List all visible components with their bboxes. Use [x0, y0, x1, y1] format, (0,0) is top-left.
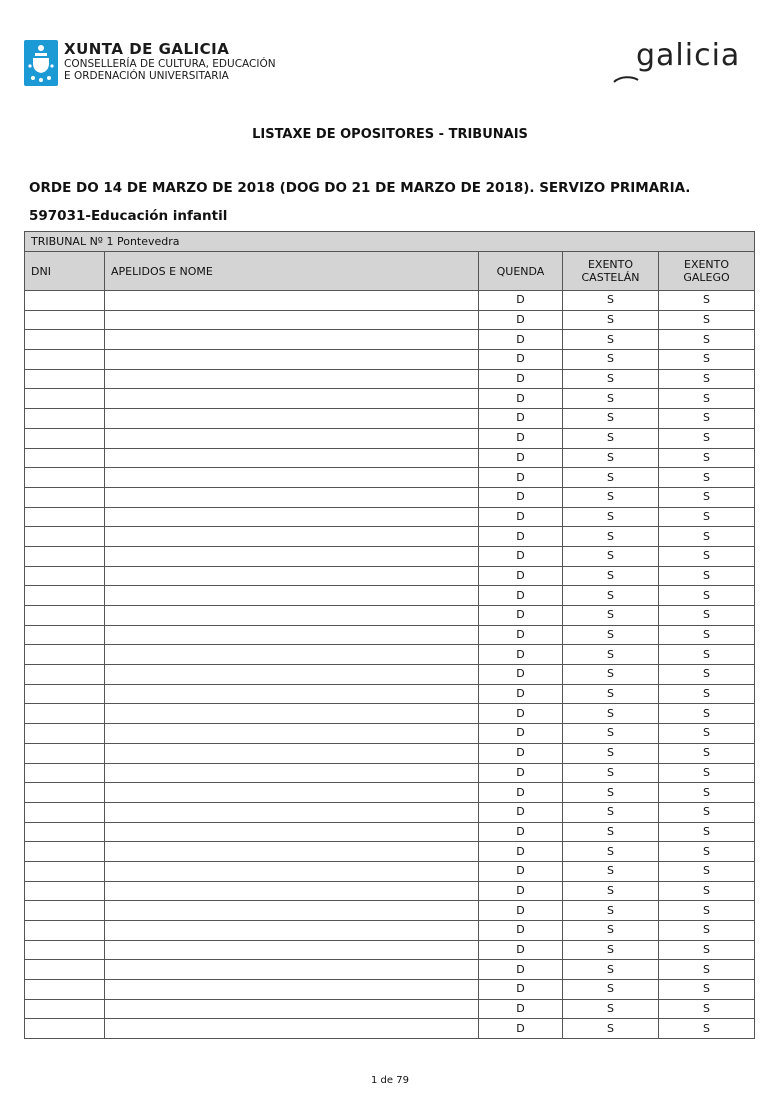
- exento-galego-cell: S: [659, 310, 755, 330]
- exento-galego-cell: S: [659, 960, 755, 980]
- exento-galego-cell: S: [659, 665, 755, 685]
- name-cell: [105, 527, 479, 547]
- quenda-cell: D: [479, 527, 563, 547]
- exento-castelan-cell: S: [563, 625, 659, 645]
- exento-castelan-cell: S: [563, 1019, 659, 1039]
- quenda-cell: D: [479, 566, 563, 586]
- exento-galego-cell: S: [659, 1019, 755, 1039]
- dni-cell: [25, 881, 105, 901]
- table-row: [25, 409, 755, 429]
- exento-castelan-cell: S: [563, 566, 659, 586]
- exento-galego-cell: S: [659, 724, 755, 744]
- exento-galego-cell: S: [659, 409, 755, 429]
- exento-galego-cell: S: [659, 645, 755, 665]
- exento-castelan-cell: S: [563, 921, 659, 941]
- exento-galego-cell: S: [659, 999, 755, 1019]
- dni-cell: [25, 606, 105, 626]
- table-row: [25, 645, 755, 665]
- name-cell: [105, 921, 479, 941]
- exento-castelan-cell: S: [563, 310, 659, 330]
- quenda-cell: D: [479, 507, 563, 527]
- exento-castelan-cell: S: [563, 940, 659, 960]
- name-cell: [105, 468, 479, 488]
- exento-galego-cell: S: [659, 842, 755, 862]
- name-cell: [105, 901, 479, 921]
- exento-galego-cell: S: [659, 684, 755, 704]
- exento-castelan-cell: S: [563, 645, 659, 665]
- col-header-name: APELIDOS E NOME: [105, 252, 479, 291]
- dni-cell: [25, 861, 105, 881]
- quenda-cell: D: [479, 684, 563, 704]
- exento-castelan-cell: S: [563, 448, 659, 468]
- table-row: [25, 291, 755, 311]
- exento-castelan-cell: S: [563, 822, 659, 842]
- opositores-table: [24, 231, 755, 1039]
- exento-castelan-cell: S: [563, 546, 659, 566]
- quenda-cell: D: [479, 822, 563, 842]
- quenda-cell: D: [479, 369, 563, 389]
- dni-cell: [25, 783, 105, 803]
- name-cell: [105, 291, 479, 311]
- quenda-cell: D: [479, 546, 563, 566]
- dni-cell: [25, 369, 105, 389]
- quenda-cell: D: [479, 901, 563, 921]
- table-row: [25, 980, 755, 1000]
- exento-galego-cell: S: [659, 527, 755, 547]
- table-row: [25, 350, 755, 370]
- quenda-cell: D: [479, 330, 563, 350]
- exento-castelan-cell: S: [563, 783, 659, 803]
- galicia-brand-logo: [610, 36, 760, 86]
- exento-castelan-cell: S: [563, 606, 659, 626]
- table-row: [25, 901, 755, 921]
- name-cell: [105, 566, 479, 586]
- quenda-cell: D: [479, 606, 563, 626]
- dni-cell: [25, 999, 105, 1019]
- quenda-cell: D: [479, 350, 563, 370]
- exento-castelan-cell: S: [563, 704, 659, 724]
- dni-cell: [25, 409, 105, 429]
- exento-galego-cell: S: [659, 901, 755, 921]
- name-cell: [105, 330, 479, 350]
- dni-cell: [25, 822, 105, 842]
- col-header-dni: DNI: [25, 252, 105, 291]
- name-cell: [105, 999, 479, 1019]
- name-cell: [105, 625, 479, 645]
- exento-castelan-cell: S: [563, 743, 659, 763]
- dni-cell: [25, 527, 105, 547]
- table-row: [25, 428, 755, 448]
- name-cell: [105, 409, 479, 429]
- exento-castelan-cell: S: [563, 980, 659, 1000]
- exento-castelan-cell: S: [563, 527, 659, 547]
- col-header-exento-castelan: [563, 252, 659, 291]
- table-row: [25, 802, 755, 822]
- table-row: [25, 625, 755, 645]
- dni-cell: [25, 704, 105, 724]
- quenda-cell: D: [479, 1019, 563, 1039]
- exento-galego-cell: S: [659, 940, 755, 960]
- table-row: [25, 507, 755, 527]
- dni-cell: [25, 389, 105, 409]
- exento-castelan-cell: S: [563, 369, 659, 389]
- tribunal-row: [25, 232, 755, 252]
- quenda-cell: D: [479, 645, 563, 665]
- quenda-cell: D: [479, 802, 563, 822]
- quenda-cell: D: [479, 921, 563, 941]
- name-cell: [105, 842, 479, 862]
- table-row: [25, 527, 755, 547]
- exento-castelan-cell: S: [563, 291, 659, 311]
- exento-galego-cell: S: [659, 566, 755, 586]
- exento-galego-cell: S: [659, 822, 755, 842]
- table-header-row: [25, 252, 755, 291]
- table-row: [25, 960, 755, 980]
- order-title: ORDE DO 14 DE MARZO DE 2018 (DOG DO 21 DE MARZO DE 2018). SERVIZO PRIMARIA.: [29, 180, 691, 196]
- exento-castelan-cell: S: [563, 999, 659, 1019]
- table-row: [25, 606, 755, 626]
- name-cell: [105, 960, 479, 980]
- dni-cell: [25, 350, 105, 370]
- name-cell: [105, 802, 479, 822]
- name-cell: [105, 507, 479, 527]
- quenda-cell: D: [479, 763, 563, 783]
- table-row: [25, 684, 755, 704]
- table-row: [25, 310, 755, 330]
- exento-castelan-cell: S: [563, 861, 659, 881]
- table-row: [25, 763, 755, 783]
- dni-cell: [25, 802, 105, 822]
- exento-castelan-cell: S: [563, 409, 659, 429]
- quenda-cell: D: [479, 940, 563, 960]
- dni-cell: [25, 546, 105, 566]
- name-cell: [105, 389, 479, 409]
- name-cell: [105, 783, 479, 803]
- exento-castelan-cell: S: [563, 428, 659, 448]
- exento-galego-cell: S: [659, 704, 755, 724]
- exento-castelan-cell: S: [563, 330, 659, 350]
- quenda-cell: D: [479, 487, 563, 507]
- exento-castelan-cell: S: [563, 468, 659, 488]
- dni-cell: [25, 645, 105, 665]
- name-cell: [105, 724, 479, 744]
- name-cell: [105, 350, 479, 370]
- dni-cell: [25, 665, 105, 685]
- exento-galego-cell: S: [659, 468, 755, 488]
- quenda-cell: D: [479, 409, 563, 429]
- quenda-cell: D: [479, 586, 563, 606]
- quenda-cell: D: [479, 881, 563, 901]
- exento-galego-cell: S: [659, 606, 755, 626]
- org-sub-line-1: CONSELLERÍA DE CULTURA, EDUCACIÓN: [64, 58, 276, 70]
- table-row: [25, 389, 755, 409]
- name-cell: [105, 940, 479, 960]
- exento-galego-cell: S: [659, 586, 755, 606]
- quenda-cell: D: [479, 960, 563, 980]
- exento-galego-cell: S: [659, 389, 755, 409]
- exento-galego-cell: S: [659, 783, 755, 803]
- name-cell: [105, 980, 479, 1000]
- exento-castelan-cell: S: [563, 763, 659, 783]
- galicia-wordmark: galicia: [636, 38, 741, 73]
- dni-cell: [25, 940, 105, 960]
- table-row: [25, 1019, 755, 1039]
- exento-castelan-cell: S: [563, 487, 659, 507]
- name-cell: [105, 310, 479, 330]
- exento-castelan-cell: S: [563, 684, 659, 704]
- table-row: [25, 822, 755, 842]
- dni-cell: [25, 291, 105, 311]
- name-cell: [105, 487, 479, 507]
- exento-galego-cell: S: [659, 428, 755, 448]
- speciality-title: 597031-Educación infantil: [29, 208, 228, 224]
- exento-castelan-cell: S: [563, 881, 659, 901]
- dni-cell: [25, 310, 105, 330]
- table-row: [25, 665, 755, 685]
- table-row: [25, 999, 755, 1019]
- quenda-cell: D: [479, 389, 563, 409]
- quenda-cell: D: [479, 665, 563, 685]
- dni-cell: [25, 724, 105, 744]
- table-row: [25, 369, 755, 389]
- dni-cell: [25, 842, 105, 862]
- dni-cell: [25, 921, 105, 941]
- tribunal-label: TRIBUNAL Nº 1 Pontevedra: [25, 232, 755, 252]
- name-cell: [105, 606, 479, 626]
- dni-cell: [25, 566, 105, 586]
- exento-galego-cell: S: [659, 802, 755, 822]
- name-cell: [105, 704, 479, 724]
- dni-cell: [25, 743, 105, 763]
- table-row: [25, 448, 755, 468]
- xunta-logo: [24, 40, 324, 90]
- name-cell: [105, 448, 479, 468]
- exento-galego-cell: S: [659, 546, 755, 566]
- org-sub-line-2: E ORDENACIÓN UNIVERSITARIA: [64, 70, 229, 82]
- table-row: [25, 783, 755, 803]
- name-cell: [105, 586, 479, 606]
- dni-cell: [25, 763, 105, 783]
- dni-cell: [25, 586, 105, 606]
- quenda-cell: D: [479, 291, 563, 311]
- quenda-cell: D: [479, 861, 563, 881]
- exento-castelan-cell: S: [563, 586, 659, 606]
- exento-galego-cell: S: [659, 350, 755, 370]
- dni-cell: [25, 960, 105, 980]
- table-row: [25, 881, 755, 901]
- quenda-cell: D: [479, 743, 563, 763]
- xunta-shield-icon: [24, 40, 58, 86]
- table-row: [25, 724, 755, 744]
- col-header-exento-galego: [659, 252, 755, 291]
- quenda-cell: D: [479, 704, 563, 724]
- quenda-cell: D: [479, 625, 563, 645]
- exento-castelan-cell: S: [563, 724, 659, 744]
- exento-castelan-cell: S: [563, 507, 659, 527]
- page-header: [0, 0, 780, 110]
- exento-castelan-cell: S: [563, 842, 659, 862]
- table-row: [25, 704, 755, 724]
- quenda-cell: D: [479, 724, 563, 744]
- exento-galego-cell: S: [659, 980, 755, 1000]
- name-cell: [105, 881, 479, 901]
- name-cell: [105, 546, 479, 566]
- col-header-exento-galego-text: EXENTO GALEGO: [683, 258, 730, 284]
- table-row: [25, 940, 755, 960]
- name-cell: [105, 645, 479, 665]
- exento-galego-cell: S: [659, 369, 755, 389]
- dni-cell: [25, 1019, 105, 1039]
- document-title: LISTAXE DE OPOSITORES - TRIBUNAIS: [252, 127, 528, 142]
- table-row: [25, 842, 755, 862]
- quenda-cell: D: [479, 842, 563, 862]
- exento-castelan-cell: S: [563, 802, 659, 822]
- table-row: [25, 468, 755, 488]
- page-number: 1 de 79: [371, 1075, 409, 1086]
- table-row: [25, 330, 755, 350]
- exento-castelan-cell: S: [563, 389, 659, 409]
- exento-castelan-cell: S: [563, 960, 659, 980]
- name-cell: [105, 369, 479, 389]
- exento-galego-cell: S: [659, 487, 755, 507]
- dni-cell: [25, 487, 105, 507]
- org-text: [64, 40, 276, 82]
- table-row: [25, 586, 755, 606]
- org-name: XUNTA DE GALICIA: [64, 40, 230, 58]
- name-cell: [105, 822, 479, 842]
- col-header-quenda: QUENDA: [479, 252, 563, 291]
- exento-galego-cell: S: [659, 881, 755, 901]
- exento-galego-cell: S: [659, 763, 755, 783]
- table-row: [25, 861, 755, 881]
- name-cell: [105, 684, 479, 704]
- dni-cell: [25, 684, 105, 704]
- quenda-cell: D: [479, 468, 563, 488]
- quenda-cell: D: [479, 999, 563, 1019]
- quenda-cell: D: [479, 980, 563, 1000]
- name-cell: [105, 861, 479, 881]
- exento-galego-cell: S: [659, 330, 755, 350]
- exento-castelan-cell: S: [563, 350, 659, 370]
- name-cell: [105, 428, 479, 448]
- exento-galego-cell: S: [659, 507, 755, 527]
- dni-cell: [25, 901, 105, 921]
- table-row: [25, 743, 755, 763]
- quenda-cell: D: [479, 428, 563, 448]
- exento-castelan-cell: S: [563, 665, 659, 685]
- table-row: [25, 921, 755, 941]
- dni-cell: [25, 468, 105, 488]
- table-row: [25, 487, 755, 507]
- dni-cell: [25, 980, 105, 1000]
- name-cell: [105, 743, 479, 763]
- dni-cell: [25, 625, 105, 645]
- exento-galego-cell: S: [659, 625, 755, 645]
- exento-castelan-cell: S: [563, 901, 659, 921]
- exento-galego-cell: S: [659, 743, 755, 763]
- quenda-cell: D: [479, 783, 563, 803]
- name-cell: [105, 665, 479, 685]
- dni-cell: [25, 330, 105, 350]
- col-header-exento-castelan-text: EXENTO CASTELÁN: [581, 258, 640, 284]
- name-cell: [105, 763, 479, 783]
- table-row: [25, 566, 755, 586]
- table-row: [25, 546, 755, 566]
- quenda-cell: D: [479, 448, 563, 468]
- exento-galego-cell: S: [659, 291, 755, 311]
- exento-galego-cell: S: [659, 921, 755, 941]
- exento-galego-cell: S: [659, 861, 755, 881]
- dni-cell: [25, 448, 105, 468]
- dni-cell: [25, 507, 105, 527]
- name-cell: [105, 1019, 479, 1039]
- dni-cell: [25, 428, 105, 448]
- quenda-cell: D: [479, 310, 563, 330]
- exento-galego-cell: S: [659, 448, 755, 468]
